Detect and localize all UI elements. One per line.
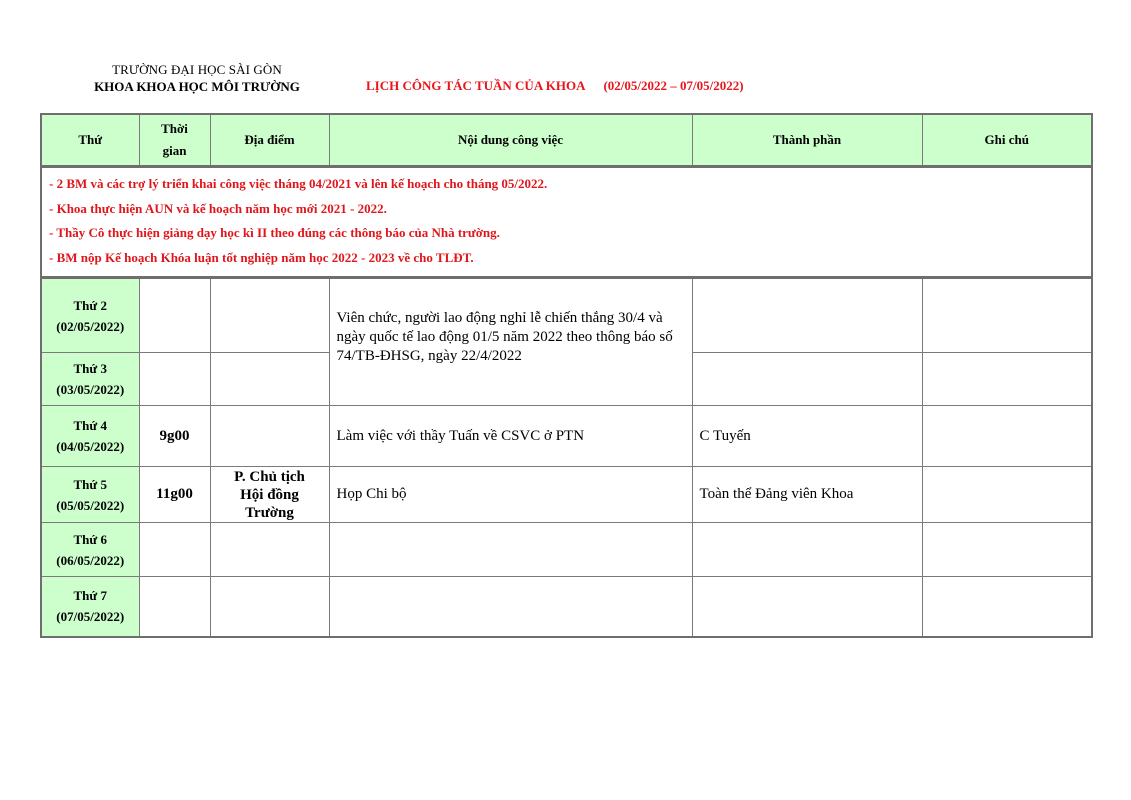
time-cell [139,523,210,577]
note-cell [922,278,1092,353]
day-date: (07/05/2022) [56,609,125,625]
table-row [41,406,1092,467]
place-line: P. Chủ tịch [234,468,305,485]
day-date: (05/05/2022) [56,497,125,513]
place-cell [210,523,329,577]
document-title [366,78,744,94]
content-cell: Làm việc với thầy Tuấn về CSVC ở PTN [329,406,692,467]
place-cell [210,467,329,523]
weekly-schedule-table [40,113,1093,638]
day-label: Thứ 7 [73,588,107,604]
title-text: LỊCH CÔNG TÁC TUẦN CỦA KHOA [366,78,586,93]
note-item: - Khoa thực hiện AUN và kế hoạch năm học mới 2021 - 2022. [49,200,387,216]
time-cell [139,577,210,637]
members-cell [692,353,922,406]
place-cell [210,278,329,353]
place-line: Hội đồng [240,486,299,503]
time-cell: 9g00 [139,406,210,467]
content-cell [329,523,692,577]
day-date: (03/05/2022) [56,382,125,397]
col-header-content: Nội dung công việc [329,114,692,167]
time-cell [139,353,210,406]
col-header-place: Địa điểm [210,114,329,167]
place-cell [210,577,329,637]
members-cell [692,278,922,353]
day-cell [41,353,139,406]
table-header-row [41,114,1092,167]
school-name: TRƯỜNG ĐẠI HỌC SÀI GÒN [112,62,282,77]
day-cell [41,278,139,353]
notes-row [41,167,1092,278]
time-cell: 11g00 [139,467,210,523]
day-label: Thứ 4 [73,418,107,433]
time-cell [139,278,210,353]
col-header-time-line1: Thời [161,121,188,136]
note-cell [922,577,1092,637]
day-label: Thứ 5 [73,476,107,492]
content-cell: Viên chức, người lao động nghỉ lễ chiến thắng 30/4 và ngày quốc tế lao động 01/5 năm 2022 theo thông báo số 74/TB-ĐHSG, ngày 22/4/2022 [329,278,692,406]
place-cell [210,353,329,406]
note-cell [922,467,1092,523]
place-cell [210,406,329,467]
note-cell [922,523,1092,577]
day-label: Thứ 2 [73,297,107,313]
members-cell: C Tuyến [692,406,922,467]
members-cell: Toàn thể Đảng viên Khoa [692,467,922,523]
day-cell [41,467,139,523]
col-header-time [139,114,210,167]
col-header-time-line2: gian [162,143,187,158]
table-row [41,278,1092,353]
day-date: (06/05/2022) [56,552,125,568]
table-row [41,523,1092,577]
header-left [62,61,332,95]
day-cell [41,577,139,637]
note-item: - Thầy Cô thực hiện giảng dạy học kì II theo đúng các thông báo của Nhà trường. [49,225,500,240]
col-header-note: Ghi chú [922,114,1092,167]
place-line: Trường [245,504,294,521]
members-cell [692,523,922,577]
members-cell [692,577,922,637]
table-row [41,577,1092,637]
note-item: - 2 BM và các trợ lý triển khai công việc tháng 04/2021 và lên kế hoạch cho tháng 05/2022. [49,176,548,191]
content-cell: Họp Chi bộ [329,467,692,523]
note-item: - BM nộp Kế hoạch Khóa luận tốt nghiệp năm học 2022 - 2023 về cho TLĐT. [49,249,474,265]
day-label: Thứ 3 [73,361,107,376]
day-date: (04/05/2022) [56,439,125,454]
day-cell [41,523,139,577]
col-header-day: Thứ [41,114,139,167]
date-range: (02/05/2022 – 07/05/2022) [603,78,744,93]
col-header-members: Thành phần [692,114,922,167]
table-row [41,467,1092,523]
content-cell [329,577,692,637]
note-cell [922,406,1092,467]
day-date: (02/05/2022) [56,318,125,334]
day-label: Thứ 6 [73,531,107,547]
note-cell [922,353,1092,406]
faculty-name: KHOA KHOA HỌC MÔI TRƯỜNG [94,79,300,94]
day-cell [41,406,139,467]
general-notes [41,167,1092,278]
